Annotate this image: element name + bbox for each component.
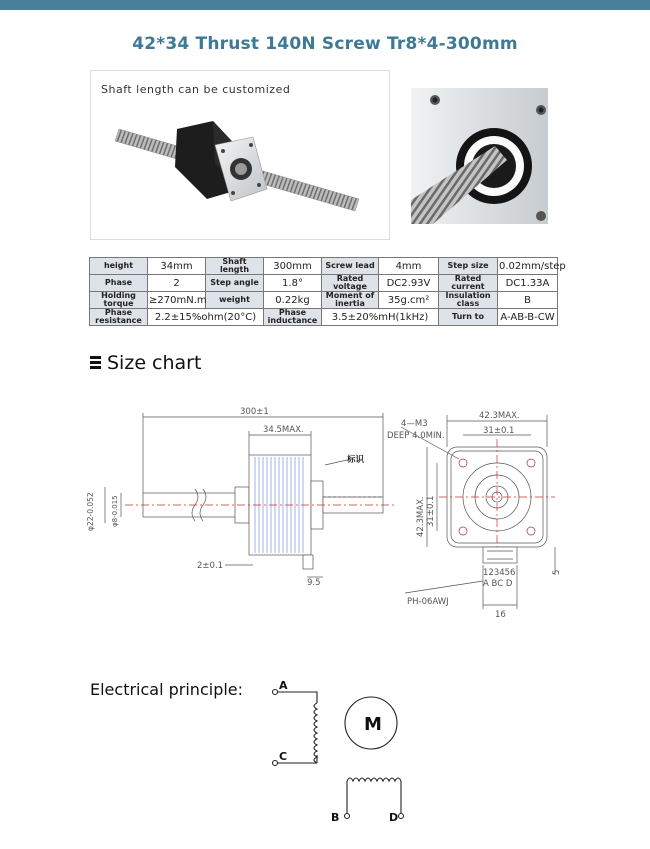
dim-connector-model: PH-06AWJ bbox=[407, 597, 449, 607]
spec-key: Rated current bbox=[439, 275, 498, 292]
list-icon bbox=[90, 356, 101, 370]
dim-height-max: 42.3MAX. bbox=[416, 496, 426, 537]
dim-hole-depth: DEEP 4.0MIN. bbox=[387, 431, 445, 441]
product-photo-closeup bbox=[411, 88, 548, 224]
table-row bbox=[90, 275, 558, 292]
table-row bbox=[90, 309, 558, 326]
dim-holes: 4—M3 bbox=[401, 419, 428, 429]
photo-caption: Shaft length can be customized bbox=[101, 83, 291, 96]
spec-table bbox=[89, 257, 566, 326]
terminal-c: C bbox=[279, 750, 288, 763]
top-banner-bar bbox=[0, 0, 650, 10]
dim-total-length: 300±1 bbox=[240, 407, 269, 417]
spec-value: 2.2±15%ohm(20°C) bbox=[148, 309, 264, 326]
spec-key: Holding torque bbox=[90, 292, 148, 309]
spec-key: Shaft length bbox=[206, 258, 264, 275]
terminal-b: B bbox=[331, 811, 340, 824]
spec-key: Rated voltage bbox=[322, 275, 379, 292]
dim-offset: 2±0.1 bbox=[197, 561, 224, 571]
dim-hole-pitch-v: 31±0.1 bbox=[426, 495, 436, 527]
spec-key: Step angle bbox=[206, 275, 264, 292]
spec-key: Phase bbox=[90, 275, 148, 292]
spec-value: 3.5±20%mH(1kHz) bbox=[322, 309, 439, 326]
dim-connector: 9.5 bbox=[307, 578, 321, 588]
spec-value: A-AB-B-CW bbox=[498, 309, 558, 326]
dim-hole-pitch: 31±0.1 bbox=[483, 426, 515, 436]
dim-width-max: 42.3MAX. bbox=[479, 411, 520, 421]
dim-mark: 标识 bbox=[347, 455, 365, 465]
spec-key: weight bbox=[206, 292, 264, 309]
size-chart-heading bbox=[90, 352, 201, 374]
motor-symbol: M bbox=[364, 714, 382, 735]
spec-value: 35g.cm² bbox=[379, 292, 439, 309]
dimension-drawing bbox=[85, 405, 565, 630]
wiring-schematic bbox=[265, 675, 415, 835]
spec-value: 34mm bbox=[148, 258, 206, 275]
dim-pin-labels: A BC D bbox=[483, 579, 513, 589]
motor-with-screw-image bbox=[91, 71, 391, 241]
product-title: 42*34 Thrust 140N Screw Tr8*4-300mm bbox=[132, 34, 518, 54]
dim-connector-depth: 5 bbox=[552, 569, 562, 575]
table-row bbox=[90, 292, 558, 309]
spec-value: 300mm bbox=[264, 258, 322, 275]
product-photo-main bbox=[90, 70, 390, 240]
spec-key: Turn to bbox=[439, 309, 498, 326]
dim-body-length: 34.5MAX. bbox=[263, 425, 304, 435]
size-chart-title: Size chart bbox=[107, 352, 202, 374]
spec-key: Phase resistance bbox=[90, 309, 148, 326]
spec-key: Phase inductance bbox=[264, 309, 322, 326]
closeup-image bbox=[411, 88, 548, 224]
terminal-a: A bbox=[279, 679, 288, 692]
spec-value: 0.22kg bbox=[264, 292, 322, 309]
spec-value: DC2.93V bbox=[379, 275, 439, 292]
spec-key: Screw lead bbox=[322, 258, 379, 275]
spec-value: DC1.33A bbox=[498, 275, 558, 292]
spec-value: ≥270mN.m bbox=[148, 292, 206, 309]
spec-value: 1.8° bbox=[264, 275, 322, 292]
dim-dia-shaft: φ22-0.052 bbox=[86, 492, 95, 531]
spec-value: 2 bbox=[148, 275, 206, 292]
spec-key: Moment of inertia bbox=[322, 292, 379, 309]
table-row bbox=[90, 258, 558, 275]
dim-pins: 123456 bbox=[483, 568, 516, 578]
spec-key: Insulation class bbox=[439, 292, 498, 309]
electrical-principle-label: Electrical principle: bbox=[90, 680, 244, 699]
terminal-d: D bbox=[389, 811, 399, 824]
spec-value: 4mm bbox=[379, 258, 439, 275]
spec-key: Step size bbox=[439, 258, 498, 275]
dim-dia-screw: φ8-0.015 bbox=[111, 495, 119, 527]
spec-key: height bbox=[90, 258, 148, 275]
dim-connector-width: 16 bbox=[495, 610, 506, 620]
spec-value: 0.02mm/step bbox=[498, 258, 558, 275]
spec-value: B bbox=[498, 292, 558, 309]
